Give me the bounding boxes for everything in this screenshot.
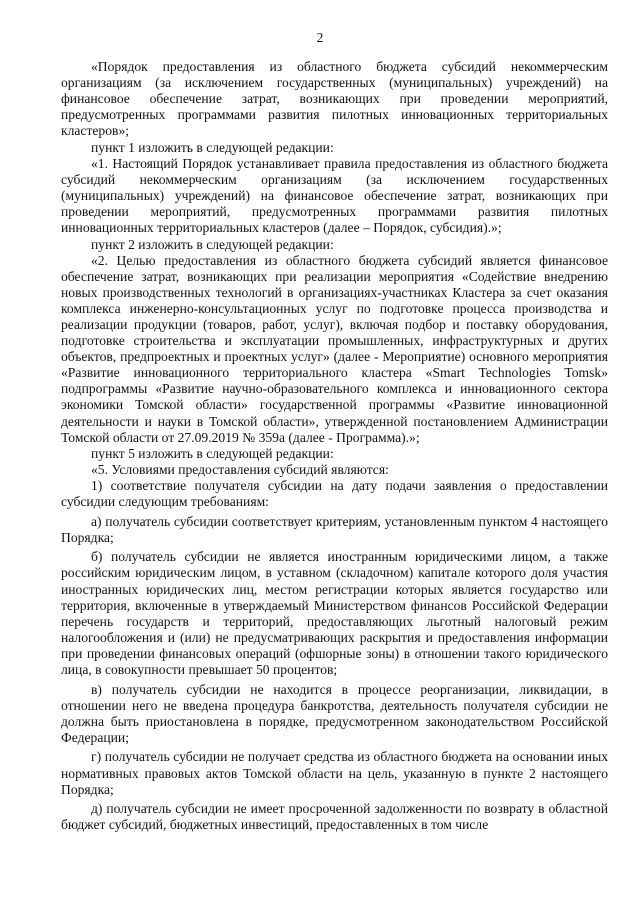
paragraph-clause-1-heading: пункт 1 изложить в следующей редакции:: [91, 139, 334, 155]
paragraph-order-title: «Порядок предоставления из областного бюджета субсидий некоммерческим организациям (за исключением государственных (муниципальных) учреждений) на финансовое обеспечение затрат, возникающих при проведении мероприятий, предусмотренных программами развития пилотных инновационных территориальных кластеров»;: [61, 59, 608, 139]
paragraph-requirement-g: г) получатель субсидии не получает средства из областного бюджета на основании иных нормативных правовых актов Томской области на цель, указанную в пункте 2 настоящего Порядка;: [61, 749, 608, 797]
paragraph-requirement-v: в) получатель субсидии не находится в процессе реорганизации, ликвидации, в отношении него не введена процедура банкротства, деятельность получателя субсидии не должна быть приостановлена в порядке, предусмотренном законодательством Российской Федерации;: [61, 681, 608, 745]
document-body: [61, 59, 608, 833]
paragraph-clause-5-heading: пункт 5 изложить в следующей редакции:: [91, 445, 334, 461]
paragraph-requirement-b: б) получатель субсидии не является иностранным юридическими лицом, а также российским юридическим лицом, в уставном (складочном) капитале которого доля участия иностранных юридических лиц, местом регистрации которых является государство или территория, включенные в утверждаемый Министерством финансов Российской Федерации перечень государств и территорий, предоставляющих льготный налоговый режим налогообложения и (или) не предусматривающих раскрытия и предоставления информации при проведении финансовых операций (офшорные зоны) в отношении такого юридического лица, в совокупности превышает 50 процентов;: [61, 549, 608, 677]
paragraph-requirement-a: а) получатель субсидии соответствует критериям, установленным пунктом 4 настоящего Порядка;: [61, 513, 608, 545]
paragraph-requirement-1: 1) соответствие получателя субсидии на дату подачи заявления о предоставлении субсидии следующим требованиям:: [61, 477, 608, 510]
page-number: 2: [316, 30, 324, 45]
paragraph-clause-2-heading: пункт 2 изложить в следующей редакции:: [91, 236, 334, 252]
paragraph-clause-2-text: «2. Целью предоставления из областного бюджета субсидий является финансовое обеспечение затрат, возникающих при реализации мероприятия «Содействие внедрению новых производственных технологий в организациях-участниках Кластера за счет оказания комплекса инженерно-консультационных услуг по подготовке процесса производства и реализации продукции (товаров, работ, услуг), включая подбор и поставку оборудования, подготовке строительства и эксплуатации промышленных, инфраструктурных и других объектов, предпроектных и проектных услуг» (далее - Мероприятие) основного мероприятия «Развитие инновационного территориального кластера «Smart Technologies Tomsk» подпрограммы «Развитие научно-образовательного комплекса и инновационного сектора экономики Томской области» государственной программы «Развитие инновационной деятельности и науки в Томской области», утвержденной постановлением Администрации Томской области от 27.09.2019 № 359а (далее - Программа).»;: [61, 252, 608, 445]
paragraph-clause-1-text: «1. Настоящий Порядок устанавливает правила предоставления из областного бюджета субсидий некоммерческим организациям (за исключением государственных (муниципальных) учреждений) на финансовое обеспечение затрат, возникающих при проведении мероприятий, предусмотренных программами развития пилотных инновационных территориальных кластеров (далее – Порядок, субсидия).»;: [61, 156, 608, 236]
paragraph-clause-5-intro: «5. Условиями предоставления субсидий являются:: [91, 461, 389, 477]
paragraph-requirement-d: д) получатель субсидии не имеет просроченной задолженности по возврату в областной бюджет субсидий, бюджетных инвестиций, предоставленных в том числе: [61, 801, 608, 833]
